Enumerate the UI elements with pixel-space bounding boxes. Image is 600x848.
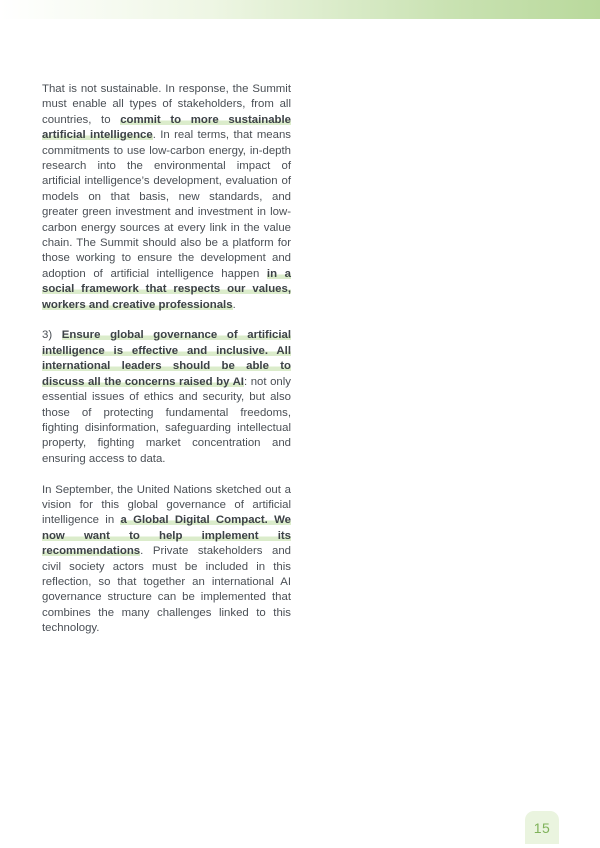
text-segment: That is not sustainable. In response, the Summit must enable all types of stakeholders, from all countries, to <box>42 83 291 126</box>
text-segment: . Private stakeholders and civil society actors must be included in this reflection, so that together an international AI governance structure can be implemented that combines the many challenges linked to this technology. <box>42 545 291 635</box>
text-segment: . In real terms, that means commitments to use low-carbon energy, in-depth research into the environmental impact of artificial intelligence’s development, evaluation of models on that basis, new standards, and greater green investment and investment in low-carbon energy sources at every link in the value chain. The Summit should also be a platform for those working to ensure the development and adoption of artificial intelligence happen <box>42 129 292 280</box>
highlight-sustainable-ai: commit to more sustainable artificial intelligence <box>42 113 291 142</box>
text-segment: In September, the United Nations sketched out a vision for this global governance of artificial intelligence in <box>42 483 291 527</box>
text-segment: 3) <box>42 329 62 342</box>
page-number: 15 <box>525 811 559 844</box>
body-text <box>42 82 291 652</box>
header-gradient-band <box>0 0 600 19</box>
highlight-social-framework: in a social framework that respects our values, workers and creative professionals <box>42 267 291 311</box>
highlight-global-governance: Ensure global governance of artificial intelligence is effective and inclusive. All international leaders should be able to discuss all the concerns raised by AI <box>42 329 291 388</box>
paragraph-united-nations <box>42 483 291 637</box>
highlight-global-digital-compact: a Global Digital Compact. We now want to help implement its recommendations <box>42 514 291 558</box>
text-segment: . <box>232 298 236 311</box>
text-segment: : not only essential issues of ethics and security, but also those of protecting fundamental freedoms, fighting disinformation, safeguarding intellectual property, fighting market concentration and ensuring access to data. <box>42 375 291 465</box>
paragraph-governance <box>42 328 291 467</box>
paragraph-sustainability <box>42 82 291 313</box>
